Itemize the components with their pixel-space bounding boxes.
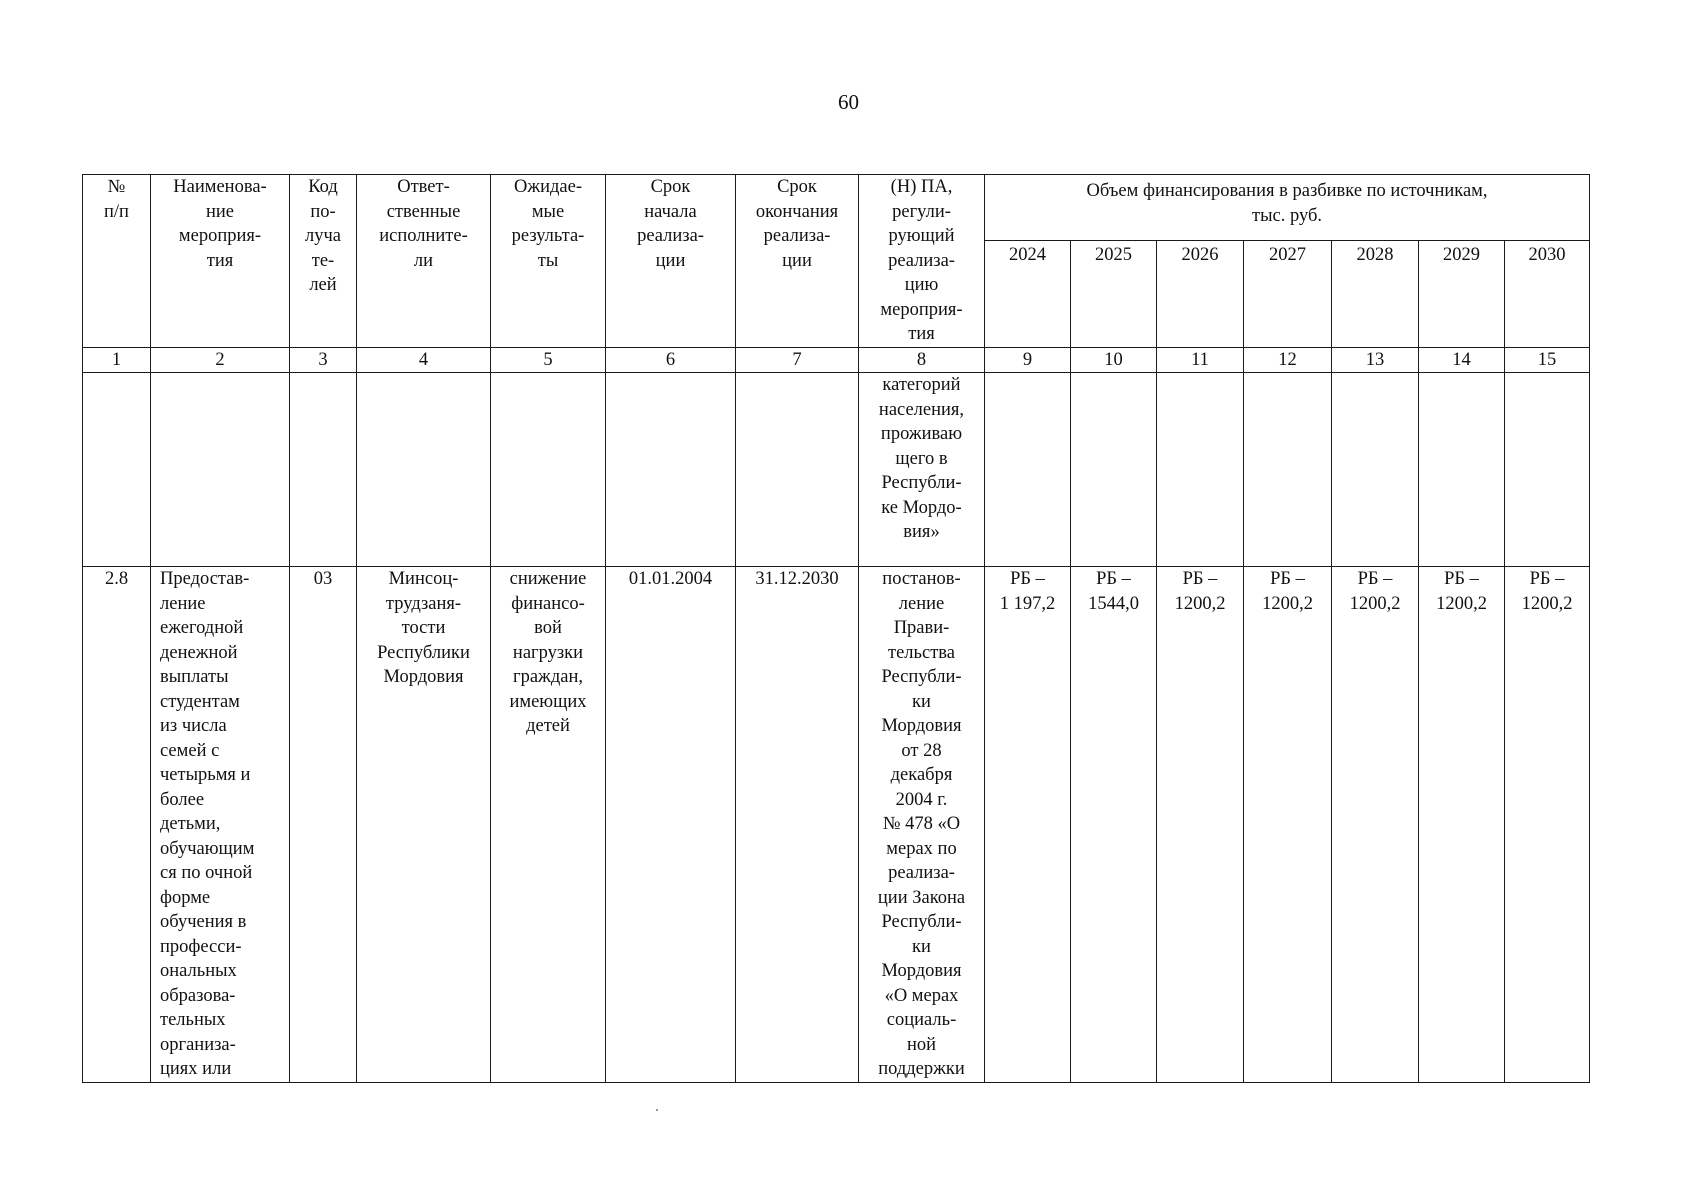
table-cell — [606, 373, 736, 567]
continuation-legal-act: категорий населения, проживаю щего в Республи- ке Мордо- вия» — [859, 373, 985, 567]
funding-2028: РБ – 1200,2 — [1332, 567, 1419, 1083]
header-year: 2026 — [1157, 241, 1244, 348]
header-financing: Объем финансирования в разбивке по источникам, тыс. руб. — [985, 175, 1590, 241]
header-expected-results: Ожидае- мые результа- ты — [491, 175, 606, 348]
recipient-code: 03 — [290, 567, 357, 1083]
table-cell — [491, 373, 606, 567]
header-year: 2028 — [1332, 241, 1419, 348]
column-number: 7 — [736, 348, 859, 373]
continuation-row — [83, 373, 1590, 567]
table-cell — [1419, 373, 1505, 567]
column-number: 6 — [606, 348, 736, 373]
column-number: 5 — [491, 348, 606, 373]
start-date: 01.01.2004 — [606, 567, 736, 1083]
header-year: 2024 — [985, 241, 1071, 348]
column-number: 1 — [83, 348, 151, 373]
header-number: № п/п — [83, 175, 151, 348]
column-number: 11 — [1157, 348, 1244, 373]
page-number: 60 — [838, 90, 859, 114]
table-cell — [290, 373, 357, 567]
table-cell — [1505, 373, 1590, 567]
header-start-date: Срок начала реализа- ции — [606, 175, 736, 348]
header-name: Наименова- ние мероприя- тия — [151, 175, 290, 348]
header-year: 2027 — [1244, 241, 1332, 348]
table-cell — [151, 373, 290, 567]
column-number: 13 — [1332, 348, 1419, 373]
header-responsible: Ответ- ственные исполните- ли — [357, 175, 491, 348]
header-year: 2025 — [1071, 241, 1157, 348]
funding-2030: РБ – 1200,2 — [1505, 567, 1590, 1083]
legal-act: постанов- ление Прави- тельства Республи- ки Мордовия от 28 декабря 2004 г. № 478 «О мерах по реализа- ции Закона Республи- ки Мордовия «О мерах социаль- ной поддержки — [859, 567, 985, 1083]
table-cell — [985, 373, 1071, 567]
header-row — [83, 175, 1590, 241]
responsible-executor: Минсоц- трудзаня- тости Республики Мордовия — [357, 567, 491, 1083]
column-number: 9 — [985, 348, 1071, 373]
table-cell — [1332, 373, 1419, 567]
header-end-date: Срок окончания реализа- ции — [736, 175, 859, 348]
table-cell — [1071, 373, 1157, 567]
column-number: 10 — [1071, 348, 1157, 373]
funding-2029: РБ – 1200,2 — [1419, 567, 1505, 1083]
header-year: 2029 — [1419, 241, 1505, 348]
column-number: 3 — [290, 348, 357, 373]
funding-2024: РБ – 1 197,2 — [985, 567, 1071, 1083]
funding-2025: РБ – 1544,0 — [1071, 567, 1157, 1083]
column-number: 4 — [357, 348, 491, 373]
table-cell — [83, 373, 151, 567]
funding-2026: РБ – 1200,2 — [1157, 567, 1244, 1083]
column-number: 2 — [151, 348, 290, 373]
header-legal-act: (Н) ПА, регули- рующий реализа- цию мероприя- тия — [859, 175, 985, 348]
measure-name: Предостав- ление ежегодной денежной выплаты студентам из числа семей с четырьмя и более детьми, обучающим ся по очной форме обучения в професси- ональных образова- тельных организа- циях или — [151, 567, 290, 1083]
table-cell — [736, 373, 859, 567]
header-year: 2030 — [1505, 241, 1590, 348]
table-cell — [357, 373, 491, 567]
measures-table — [82, 174, 1590, 1083]
header-code: Код по- луча те- лей — [290, 175, 357, 348]
table-cell — [1157, 373, 1244, 567]
row-number: 2.8 — [83, 567, 151, 1083]
funding-2027: РБ – 1200,2 — [1244, 567, 1332, 1083]
end-date: 31.12.2030 — [736, 567, 859, 1083]
column-numbers-row — [83, 348, 1590, 373]
table-row-2-8 — [83, 567, 1590, 1083]
column-number: 14 — [1419, 348, 1505, 373]
column-number: 8 — [859, 348, 985, 373]
expected-results: снижение финансо- вой нагрузки граждан, имеющих детей — [491, 567, 606, 1083]
column-number: 12 — [1244, 348, 1332, 373]
table-cell — [1244, 373, 1332, 567]
scan-speck — [656, 1109, 658, 1111]
column-number: 15 — [1505, 348, 1590, 373]
